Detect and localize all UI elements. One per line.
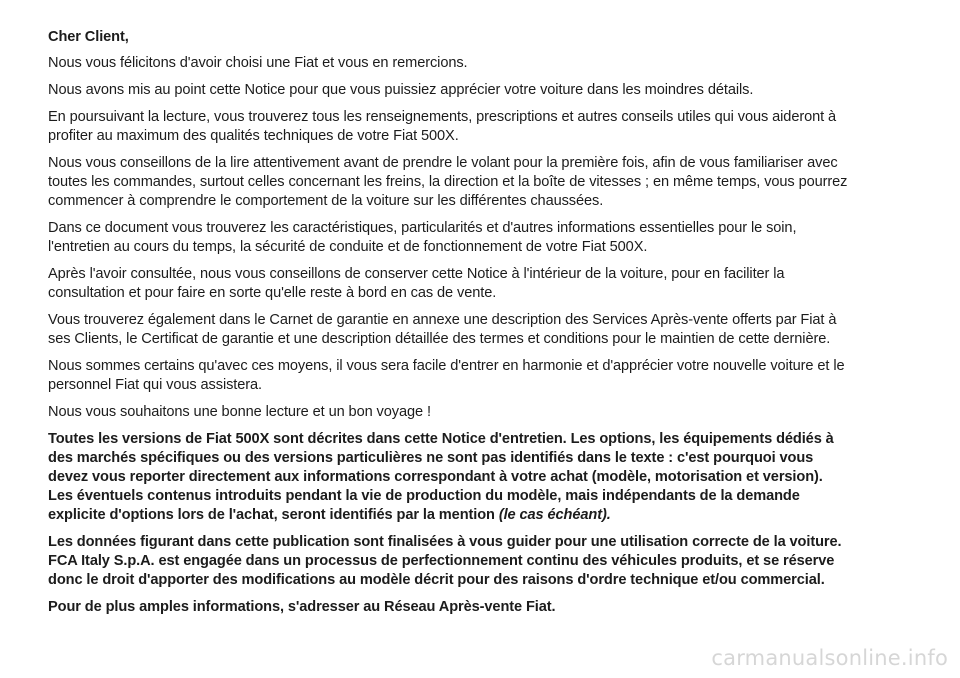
notice-data-disclaimer: Les données figurant dans cette publication sont finalisées à vous guider pour une utilisation correcte de la voiture. FCA Italy S.p.A. est engagée dans un processus de perfectionnement continu des véhicules produits, et se réserve donc le droit d'apporter des modifications au modèle décrit pour des raisons d'ordre technique et/ou commercial.: [48, 534, 842, 588]
paragraph-6: Après l'avoir consultée, nous vous conseillons de conserver cette Notice à l'intérieur de la voiture, pour en faciliter la consultation et pour faire en sorte qu'elle reste à bord en cas de vente.: [48, 266, 785, 301]
paragraph-8: Nous sommes certains qu'avec ces moyens, il vous sera facile d'entrer en harmonie et d'apprécier votre nouvelle voiture et le personnel Fiat qui vous assistera.: [48, 358, 845, 393]
watermark-text: carmanualsonline.info: [711, 646, 948, 670]
paragraph-1: Nous vous félicitons d'avoir choisi une Fiat et vous en remercions.: [48, 55, 468, 71]
document-page: [48, 28, 848, 625]
notice-more-info: Pour de plus amples informations, s'adresser au Réseau Après-vente Fiat.: [48, 599, 556, 615]
paragraph-5: Dans ce document vous trouverez les caractéristiques, particularités et d'autres informations essentielles pour le soin, l'entretien au cours du temps, la sécurité de conduite et de fonctionnement de votre Fiat 500X.: [48, 220, 797, 255]
notice-versions-text: Toutes les versions de Fiat 500X sont décrites dans cette Notice d'entretien. Les options, les équipements dédiés à des marchés spécifiques ou des versions particulières ne sont pas identifiés dans le texte : c'est pourquoi vous devez vous reporter directement aux informations correspondant à votre achat (modèle, motorisation et version). Les éventuels contenus introduits pendant la vie de production du modèle, mais indépendants de la demande explicite d'options lors de l'achat, seront identifiés par la mention: [48, 431, 834, 523]
greeting: Cher Client,: [48, 29, 129, 45]
paragraph-4: Nous vous conseillons de la lire attentivement avant de prendre le volant pour la première fois, afin de vous familiariser avec toutes les commandes, surtout celles concernant les freins, la direction et la boîte de vitesses ; en même temps, vous pourrez commencer à comprendre le comportement de la voiture sur les différentes chaussées.: [48, 155, 848, 209]
paragraph-7: Vous trouverez également dans le Carnet de garantie en annexe une description des Services Après-vente offerts par Fiat à ses Clients, le Certificat de garantie et une description détaillée des termes et conditions pour le maintien de cette dernière.: [48, 312, 837, 347]
paragraph-9: Nous vous souhaitons une bonne lecture et un bon voyage !: [48, 404, 431, 420]
notice-versions: [48, 430, 848, 525]
paragraph-3: En poursuivant la lecture, vous trouverez tous les renseignements, prescriptions et autres conseils utiles qui vous aideront à profiter au maximum des qualités techniques de votre Fiat 500X.: [48, 109, 837, 144]
paragraph-2: Nous avons mis au point cette Notice pour que vous puissiez apprécier votre voiture dans les moindres détails.: [48, 82, 754, 98]
notice-versions-italic: (le cas échéant).: [498, 507, 611, 523]
